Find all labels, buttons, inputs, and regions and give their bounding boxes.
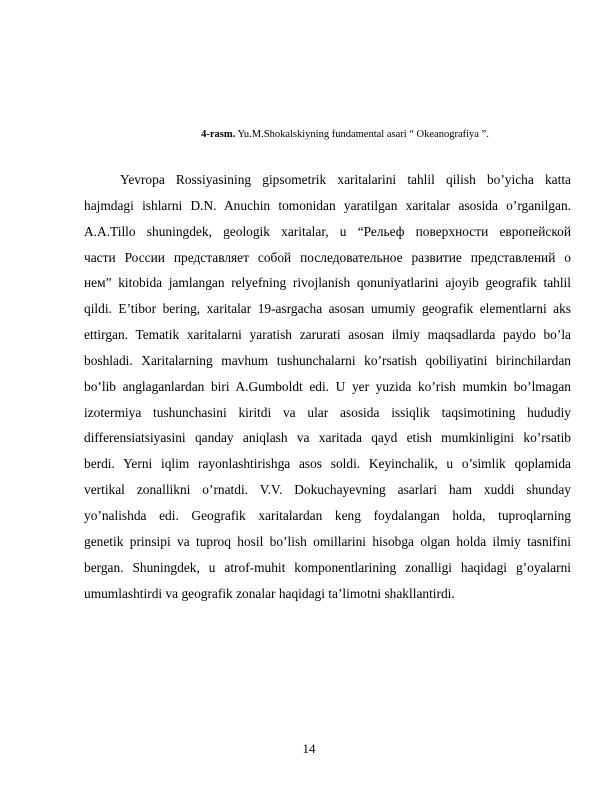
figure-caption (0, 129, 612, 140)
paragraph-line: A.A.Tillo shuningdek, geologik xaritalar, u “Рельеф поверхности европейской (84, 223, 571, 239)
paragraph-line: bo’lib anglaganlardan biri A.Gumboldt edi. U yer yuzida ko’rish mumkin bo’lmagan (84, 378, 571, 394)
paragraph-line: hajmdagi ishlarni D.N. Anuchin tomonidan yaratilgan xaritalar asosida o’rganilgan. (84, 197, 571, 213)
body-paragraph (84, 170, 571, 609)
paragraph-line: boshladi. Xaritalarning mavhum tushunchalarni ko’rsatish qobiliyatini birinchilardan (84, 352, 571, 368)
paragraph-line: нем” kitobida jamlangan relyefning rivojlanish qonuniyatlarini ajoyib geografik tahlil (84, 275, 571, 291)
paragraph-line: части России представляет собой последовательное развитие представлений о (84, 249, 571, 265)
caption-text: Yu.M.Shokalskiyning fundamental asari “ Okeanografiya ”. (235, 129, 489, 140)
paragraph-line: ettirgan. Tematik xaritalarni yaratish zarurati asosan ilmiy maqsadlarda paydo bo’la (84, 327, 571, 343)
paragraph-line: vertikal zonallikni o’rnatdi. V.V. Dokuchayevning asarlari ham xuddi shunday (84, 482, 571, 498)
paragraph-line: genetik prinsipi va tuproq hosil bo’lish omillarini hisobga olgan holda ilmiy tasnifini (84, 533, 571, 549)
paragraph-line: qildi. E’tibor bering, xaritalar 19-asrgacha asosan umumiy geografik elementlarni aks (84, 301, 571, 317)
paragraph-line: izotermiya tushunchasini kiritdi va ular asosida issiqlik taqsimotining hududiy (84, 404, 571, 420)
paragraph-line: berdi. Yerni iqlim rayonlashtirishga asos soldi. Keyinchalik, u o’simlik qoplamida (84, 456, 571, 472)
paragraph-line: differensiatsiyasini qanday aniqlash va xaritada qayd etish mumkinligini ko’rsatib (84, 430, 571, 446)
paragraph-line: bergan. Shuningdek, u atrof-muhit komponentlarining zonalligi haqidagi g’oyalarni (84, 559, 571, 575)
paragraph-line: Yevropa Rossiyasining gipsometrik xaritalarini tahlil qilish bo’yicha katta (120, 172, 571, 187)
page-number: 14 (302, 741, 316, 756)
caption-label: 4-rasm. (201, 129, 236, 140)
paragraph-line: yo’nalishda edi. Geografik xaritalardan keng foydalangan holda, tuproqlarning (84, 507, 571, 523)
paragraph-line: umumlashtirdi va geografik zonalar haqidagi ta’limotni shakllantirdi. (84, 585, 455, 601)
